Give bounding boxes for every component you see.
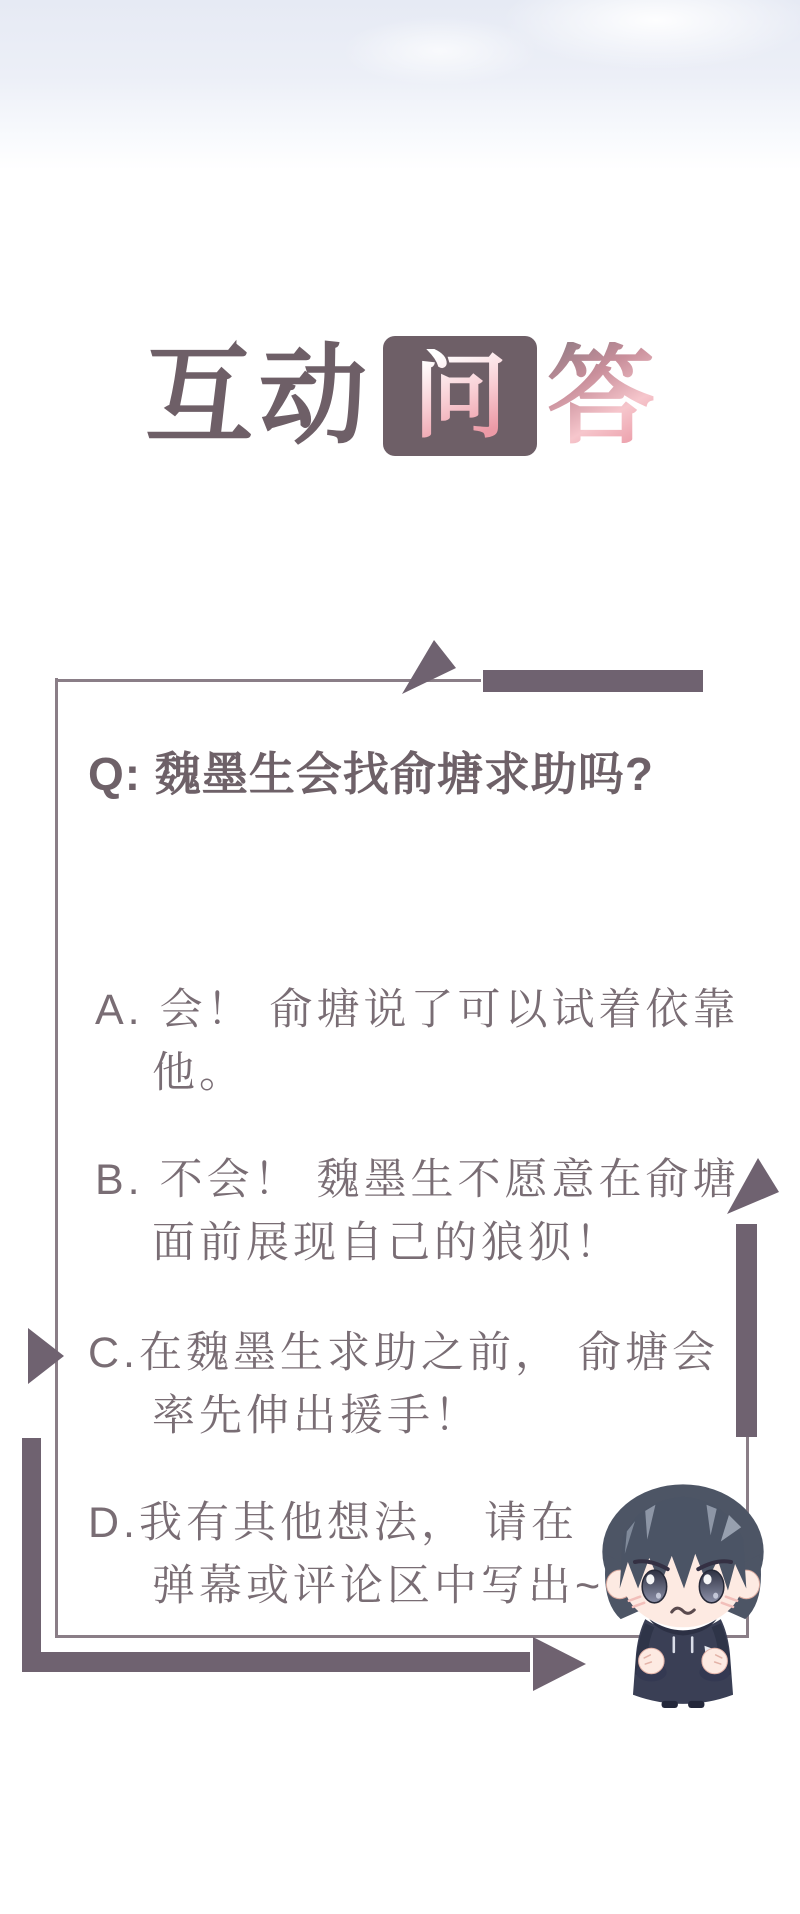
option-a-line1: A. 会！ 俞塘说了可以试着依靠 xyxy=(95,986,740,1034)
bottom-left-corner-vertical-bar xyxy=(22,1438,41,1672)
frame-left-border xyxy=(55,678,58,1638)
right-eye xyxy=(699,1570,724,1603)
top-flag-triangle-icon xyxy=(396,636,462,698)
left-fist xyxy=(639,1648,665,1674)
quiz-question: Q: 魏墨生会找俞塘求助吗? xyxy=(88,748,654,800)
option-b-line1: B. 不会！ 魏墨生不愿意在俞塘 xyxy=(95,1156,740,1204)
option-d-line2: 弹幕或评论区中写出~ xyxy=(152,1562,605,1610)
option-b-line2: 面前展现自己的狼狈！ xyxy=(152,1219,622,1267)
title-boxed-character: 问 xyxy=(412,343,507,448)
left-arrow-triangle-icon xyxy=(26,1326,66,1386)
right-bar-decoration xyxy=(736,1224,757,1437)
option-c-line1: C.在魏墨生求助之前， 俞塘会 xyxy=(88,1329,719,1377)
title-boxed-character-badge xyxy=(385,338,535,454)
title-text-dark: 互动 xyxy=(144,335,373,456)
left-eye xyxy=(642,1570,667,1603)
chibi-character-illustration xyxy=(586,1468,780,1708)
option-a-line2: 他。 xyxy=(152,1049,246,1097)
option-d-line1: D.我有其他想法， 请在 xyxy=(88,1499,578,1547)
right-fist xyxy=(702,1648,728,1674)
top-bar-decoration xyxy=(483,670,703,692)
page-title xyxy=(0,335,800,456)
title-text-pink: 答 xyxy=(547,335,656,456)
sky-gradient-background xyxy=(0,0,800,170)
bottom-bar-decoration xyxy=(22,1652,530,1672)
bottom-arrow-triangle-icon xyxy=(531,1634,589,1694)
option-c-line2: 率先伸出援手！ xyxy=(152,1392,481,1440)
